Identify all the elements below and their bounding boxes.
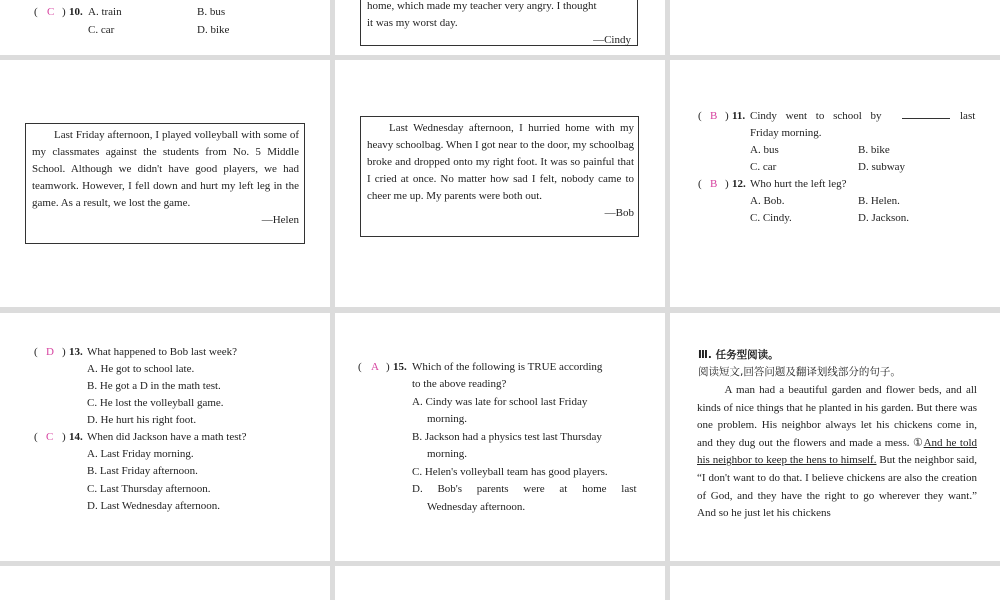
q11-blank [902, 108, 950, 125]
q15-stem-line2: to the above reading? [412, 378, 507, 390]
q11-paren-close: ) [725, 110, 729, 122]
q14-paren-close: ) [62, 431, 66, 443]
q10-paren-close: ) [62, 6, 66, 18]
q15-stem-line1: Which of the following is TRUE according [412, 361, 603, 373]
q13-option-c: C. He lost the volleyball game. [87, 397, 224, 409]
q13-option-a: A. He got to school late. [87, 363, 195, 375]
task-passage [697, 382, 977, 523]
q15-option-c: C. Helen's volleyball team has good players. [412, 466, 608, 478]
q12-option-b: B. Helen. [858, 195, 900, 207]
panel-bob-passage [335, 60, 665, 307]
q15-option-d-line2: Wednesday afternoon. [427, 501, 526, 513]
panel-q10 [0, 0, 330, 55]
q11-paren-open: ( [698, 110, 702, 122]
q10-paren-open: ( [34, 6, 38, 18]
q15-option-d-line1: D. Bob's parents were at home last [412, 483, 637, 495]
q14-option-b: B. Last Friday afternoon. [87, 465, 198, 477]
q10-option-d: D. bike [197, 24, 230, 36]
q12-number: 12. [732, 178, 746, 190]
q13-option-d: D. He hurt his right foot. [87, 414, 197, 426]
task-section-title: Ⅲ. 任务型阅读。 [698, 349, 779, 361]
q14-option-c: C. Last Thursday afternoon. [87, 483, 211, 495]
panel-task-reading [670, 313, 1000, 561]
q15-number: 15. [393, 361, 407, 373]
q13-option-b: B. He got a D in the math test. [87, 380, 221, 392]
bob-passage-text: Last Wednesday afternoon, I hurried home with my heavy schoolbag. When I got near to the door, my schoolbag broke and dropped onto my right foot. It was so painful that I cried at once. No matter how sad I felt, nobody came to cheer me up. My parents were both out. [367, 122, 634, 202]
q12-option-d: D. Jackson. [858, 212, 910, 224]
q11-stem-part1: Cindy went to school by [750, 110, 882, 122]
q11-number: 11. [732, 110, 746, 122]
task-underlined-sentence: And he told his neighbor to keep the hens to himself. [697, 436, 977, 467]
q12-option-c: C. Cindy. [750, 212, 792, 224]
task-passage-part2: But the neighbor said, “I don't want to do that. I believe chickens are also the creation of God, and they have the right to go wherever they want.” And so he just let his chickens [697, 454, 977, 520]
q14-option-d: D. Last Wednesday afternoon. [87, 500, 221, 512]
q10-answer: C [47, 6, 55, 18]
panel-q11-q12 [670, 60, 1000, 307]
q13-answer: D [46, 346, 54, 358]
q10-number: 10. [69, 6, 83, 18]
q12-option-a: A. Bob. [750, 195, 785, 207]
panel-empty-top-right [670, 0, 1000, 55]
q15-option-b-line1: B. Jackson had a physics test last Thursday [412, 431, 602, 443]
cindy-passage-line2: it was my worst day. [367, 17, 458, 29]
q14-stem: When did Jackson have a math test? [87, 431, 247, 443]
helen-passage-text: Last Friday afternoon, I played volleyball with some of my classmates against the students from No. 5 Middle School. Although we didn't have good players, we had teamwork. However, I fell down and hurt my left leg in the game. As a result, we lost the game. [32, 129, 299, 209]
panel-empty-bottom-right [670, 566, 1000, 600]
panel-q15 [335, 313, 665, 561]
q11-option-d: D. subway [858, 161, 906, 173]
bob-passage-box [360, 116, 639, 237]
q10-option-b: B. bus [197, 6, 226, 18]
cindy-signature: —Cindy [593, 34, 631, 46]
q11-option-b: B. bike [858, 144, 890, 156]
q12-answer: B [710, 178, 718, 190]
q12-stem: Who hurt the left leg? [750, 178, 847, 190]
q15-paren-close: ) [386, 361, 390, 373]
q13-stem: What happened to Bob last week? [87, 346, 237, 358]
q11-answer: B [710, 110, 718, 122]
q15-option-a-line2: morning. [427, 413, 468, 425]
q11-stem-part2: Friday morning. [750, 127, 822, 139]
panel-empty-bottom-left [0, 566, 330, 600]
q14-paren-open: ( [34, 431, 38, 443]
q14-option-a: A. Last Friday morning. [87, 448, 194, 460]
q10-option-a: A. train [88, 6, 122, 18]
task-circled-number: ① [912, 436, 924, 449]
helen-passage-box [25, 123, 305, 244]
task-instruction: 阅读短文,回答问题及翻译划线部分的句子。 [698, 366, 901, 378]
q12-paren-close: ) [725, 178, 729, 190]
q15-option-a-line1: A. Cindy was late for school last Friday [412, 396, 588, 408]
q14-number: 14. [69, 431, 83, 443]
q11-option-c: C. car [750, 161, 777, 173]
q10-option-c: C. car [88, 24, 115, 36]
panel-cindy-passage [335, 0, 665, 55]
cindy-passage-box [360, 0, 638, 46]
panel-q13-q14 [0, 313, 330, 561]
task-passage-part1: A man had a beautiful garden and flower beds, and all kinds of nice things that he planted in his garden. But there was one problem. His neighbor always let his chickens come in, and they dug out the flowers and made a mess. [697, 384, 977, 449]
helen-signature: —Helen [261, 214, 299, 226]
bob-signature: —Bob [604, 207, 634, 219]
q12-paren-open: ( [698, 178, 702, 190]
q13-number: 13. [69, 346, 83, 358]
cindy-passage-line1: home, which made my teacher very angry. I thought [367, 0, 597, 12]
panel-helen-passage [0, 60, 330, 307]
panel-empty-bottom-middle [335, 566, 665, 600]
q14-answer: C [46, 431, 54, 443]
q13-paren-open: ( [34, 346, 38, 358]
q13-paren-close: ) [62, 346, 66, 358]
q15-answer: A [371, 361, 379, 373]
q15-paren-open: ( [358, 361, 362, 373]
q11-option-a: A. bus [750, 144, 779, 156]
q15-option-b-line2: morning. [427, 448, 468, 460]
q11-stem-part1b: last [960, 110, 976, 122]
